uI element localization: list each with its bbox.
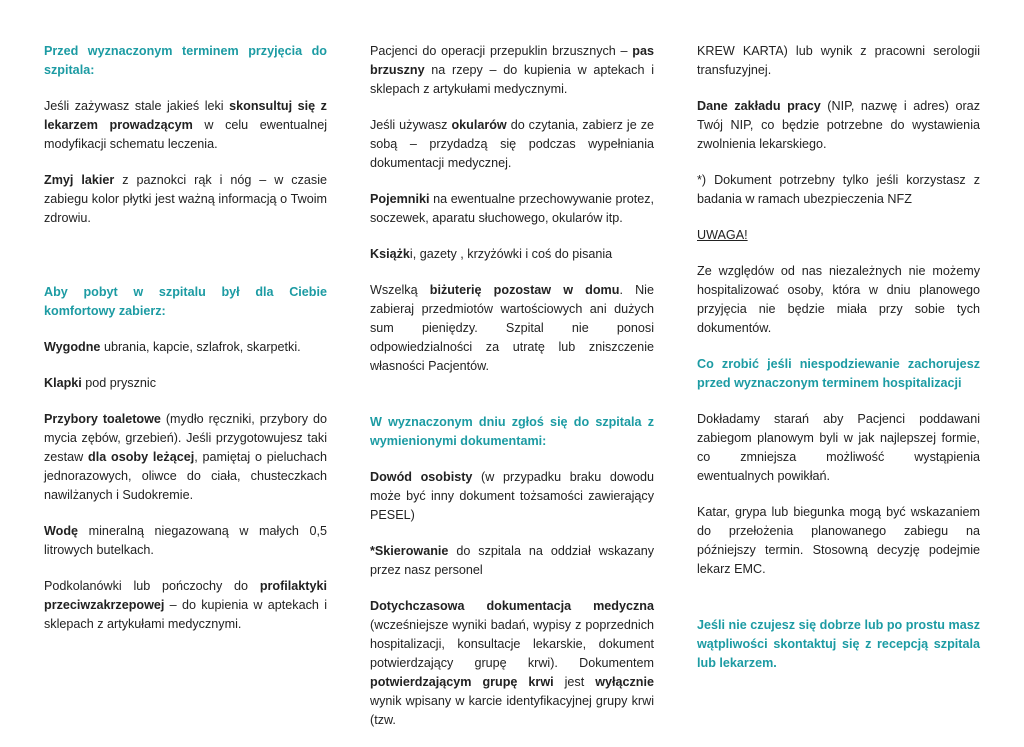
heading-documents: W wyznaczonym dniu zgłoś się do szpitala z wymienionymi dokumentami: <box>370 415 654 448</box>
heading-before-admission: Przed wyznaczonym terminem przyjęcia do szpitala: <box>44 44 327 77</box>
heading-if-sick: Co zrobić jeśli niespodziewanie zachorujesz przed wyznaczonym terminem hospitalizacji <box>697 357 980 390</box>
paragraph-hernia-belt: Pacjenci do operacji przepuklin brzusznych – pas brzuszny na rzepy – do kupienia w aptekach i sklepach z artykułami medycznymi. <box>370 44 654 96</box>
paragraph-glasses: Jeśli używasz okularów do czytania, zabierz je ze sobą – przydadzą się podczas wypełniania dokumentacji medycznej. <box>370 118 655 170</box>
paragraph-efforts: Dokładamy starań aby Pacjenci poddawani zabiegom planowym byli w jak najlepszej formie, co zmniejsza możliwość wystąpienia ewentualnych powikłań. <box>697 412 980 483</box>
paragraph-clothes: Wygodne ubrania, kapcie, szlafrok, skarpetki. <box>44 340 301 354</box>
paragraph-medications: Jeśli zażywasz stale jakieś leki skonsultuj się z lekarzem prowadzącym w celu ewentualnej modyfikacji schematu leczenia. <box>44 99 327 151</box>
column-2 <box>370 42 654 747</box>
paragraph-books: Książki, gazety , krzyżówki i coś do pisania <box>370 247 613 261</box>
paragraph-slippers: Klapki pod prysznic <box>44 376 156 390</box>
paragraph-containers: Pojemniki na ewentualne przechowywanie protez, soczewek, aparatu słuchowego, okularów itp. <box>370 192 654 225</box>
paragraph-warning: Ze względów od nas niezależnych nie możemy hospitalizować osoby, która w dniu planowego przyjęcia nie będzie miała przy sobie tych dokumentów. <box>697 264 980 335</box>
paragraph-stockings: Podkolanówki lub pończochy do profilaktyki przeciwzakrzepowej – do kupienia w aptekach i sklepach z artykułami medycznymi. <box>44 579 327 631</box>
paragraph-id-card: Dowód osobisty (w przypadku braku dowodu może być inny dokument tożsamości zawierający PESEL) <box>370 470 654 522</box>
column-3 <box>697 42 980 690</box>
paragraph-water: Wodę mineralną niegazowaną w małych 0,5 litrowych butelkach. <box>44 524 327 557</box>
paragraph-toiletries: Przybory toaletowe (mydło ręczniki, przybory do mycia zębów, grzebień). Jeśli przygotowujesz taki zestaw dla osoby leżącej, pamiętaj o pieluchach jednorazowych, oliwce do ciała, chusteczkach nawilżanych i Sudokremie. <box>44 412 327 502</box>
paragraph-employer-data: Dane zakładu pracy (NIP, nazwę i adres) oraz Twój NIP, co będzie potrzebne do wystawienia zwolnienia lekarskiego. <box>697 99 980 151</box>
heading-what-to-bring: Aby pobyt w szpitalu był dla Ciebie komfortowy zabierz: <box>44 285 327 318</box>
column-1 <box>44 42 327 651</box>
warning-label: UWAGA! <box>697 228 748 242</box>
paragraph-nail-polish: Zmyj lakier z paznokci rąk i nóg – w czasie zabiegu kolor płytki jest ważną informacją o Twoim zdrowiu. <box>44 173 327 225</box>
heading-contact: Jeśli nie czujesz się dobrze lub po prostu masz wątpliwości skontaktuj się z recepcją szpitala lub lekarzem. <box>697 618 980 670</box>
paragraph-medical-records: Dotychczasowa dokumentacja medyczna (wcześniejsze wyniki badań, wypisy z poprzednich hospitalizacji, konsultacje lekarskie, dokument potwierdzający grupę krwi). Dokumentem potwierdzającym grupę krwi jest wyłącznie wynik wpisany w karcie identyfikacyjnej grupy krwi (tzw. <box>370 599 654 727</box>
paragraph-postpone: Katar, grypa lub biegunka mogą być wskazaniem do przełożenia planowanego zabiegu na późniejszy termin. Stosowną decyzję podejmie lekarz EMC. <box>697 505 980 576</box>
paragraph-referral: *Skierowanie do szpitala na oddział wskazany przez nasz personel <box>370 544 654 577</box>
paragraph-blood-card-cont: KREW KARTA) lub wynik z pracowni serologii transfuzyjnej. <box>697 44 980 77</box>
paragraph-jewelry: Wszelką biżuterię pozostaw w domu. Nie zabieraj przedmiotów wartościowych ani dużych sum pieniędzy. Szpital nie ponosi odpowiedzialności za utratę lub zniszczenie własności Pacjentów. <box>370 283 654 373</box>
paragraph-nfz-note: *) Dokument potrzebny tylko jeśli korzystasz z badania w ramach ubezpieczenia NFZ <box>697 173 980 206</box>
